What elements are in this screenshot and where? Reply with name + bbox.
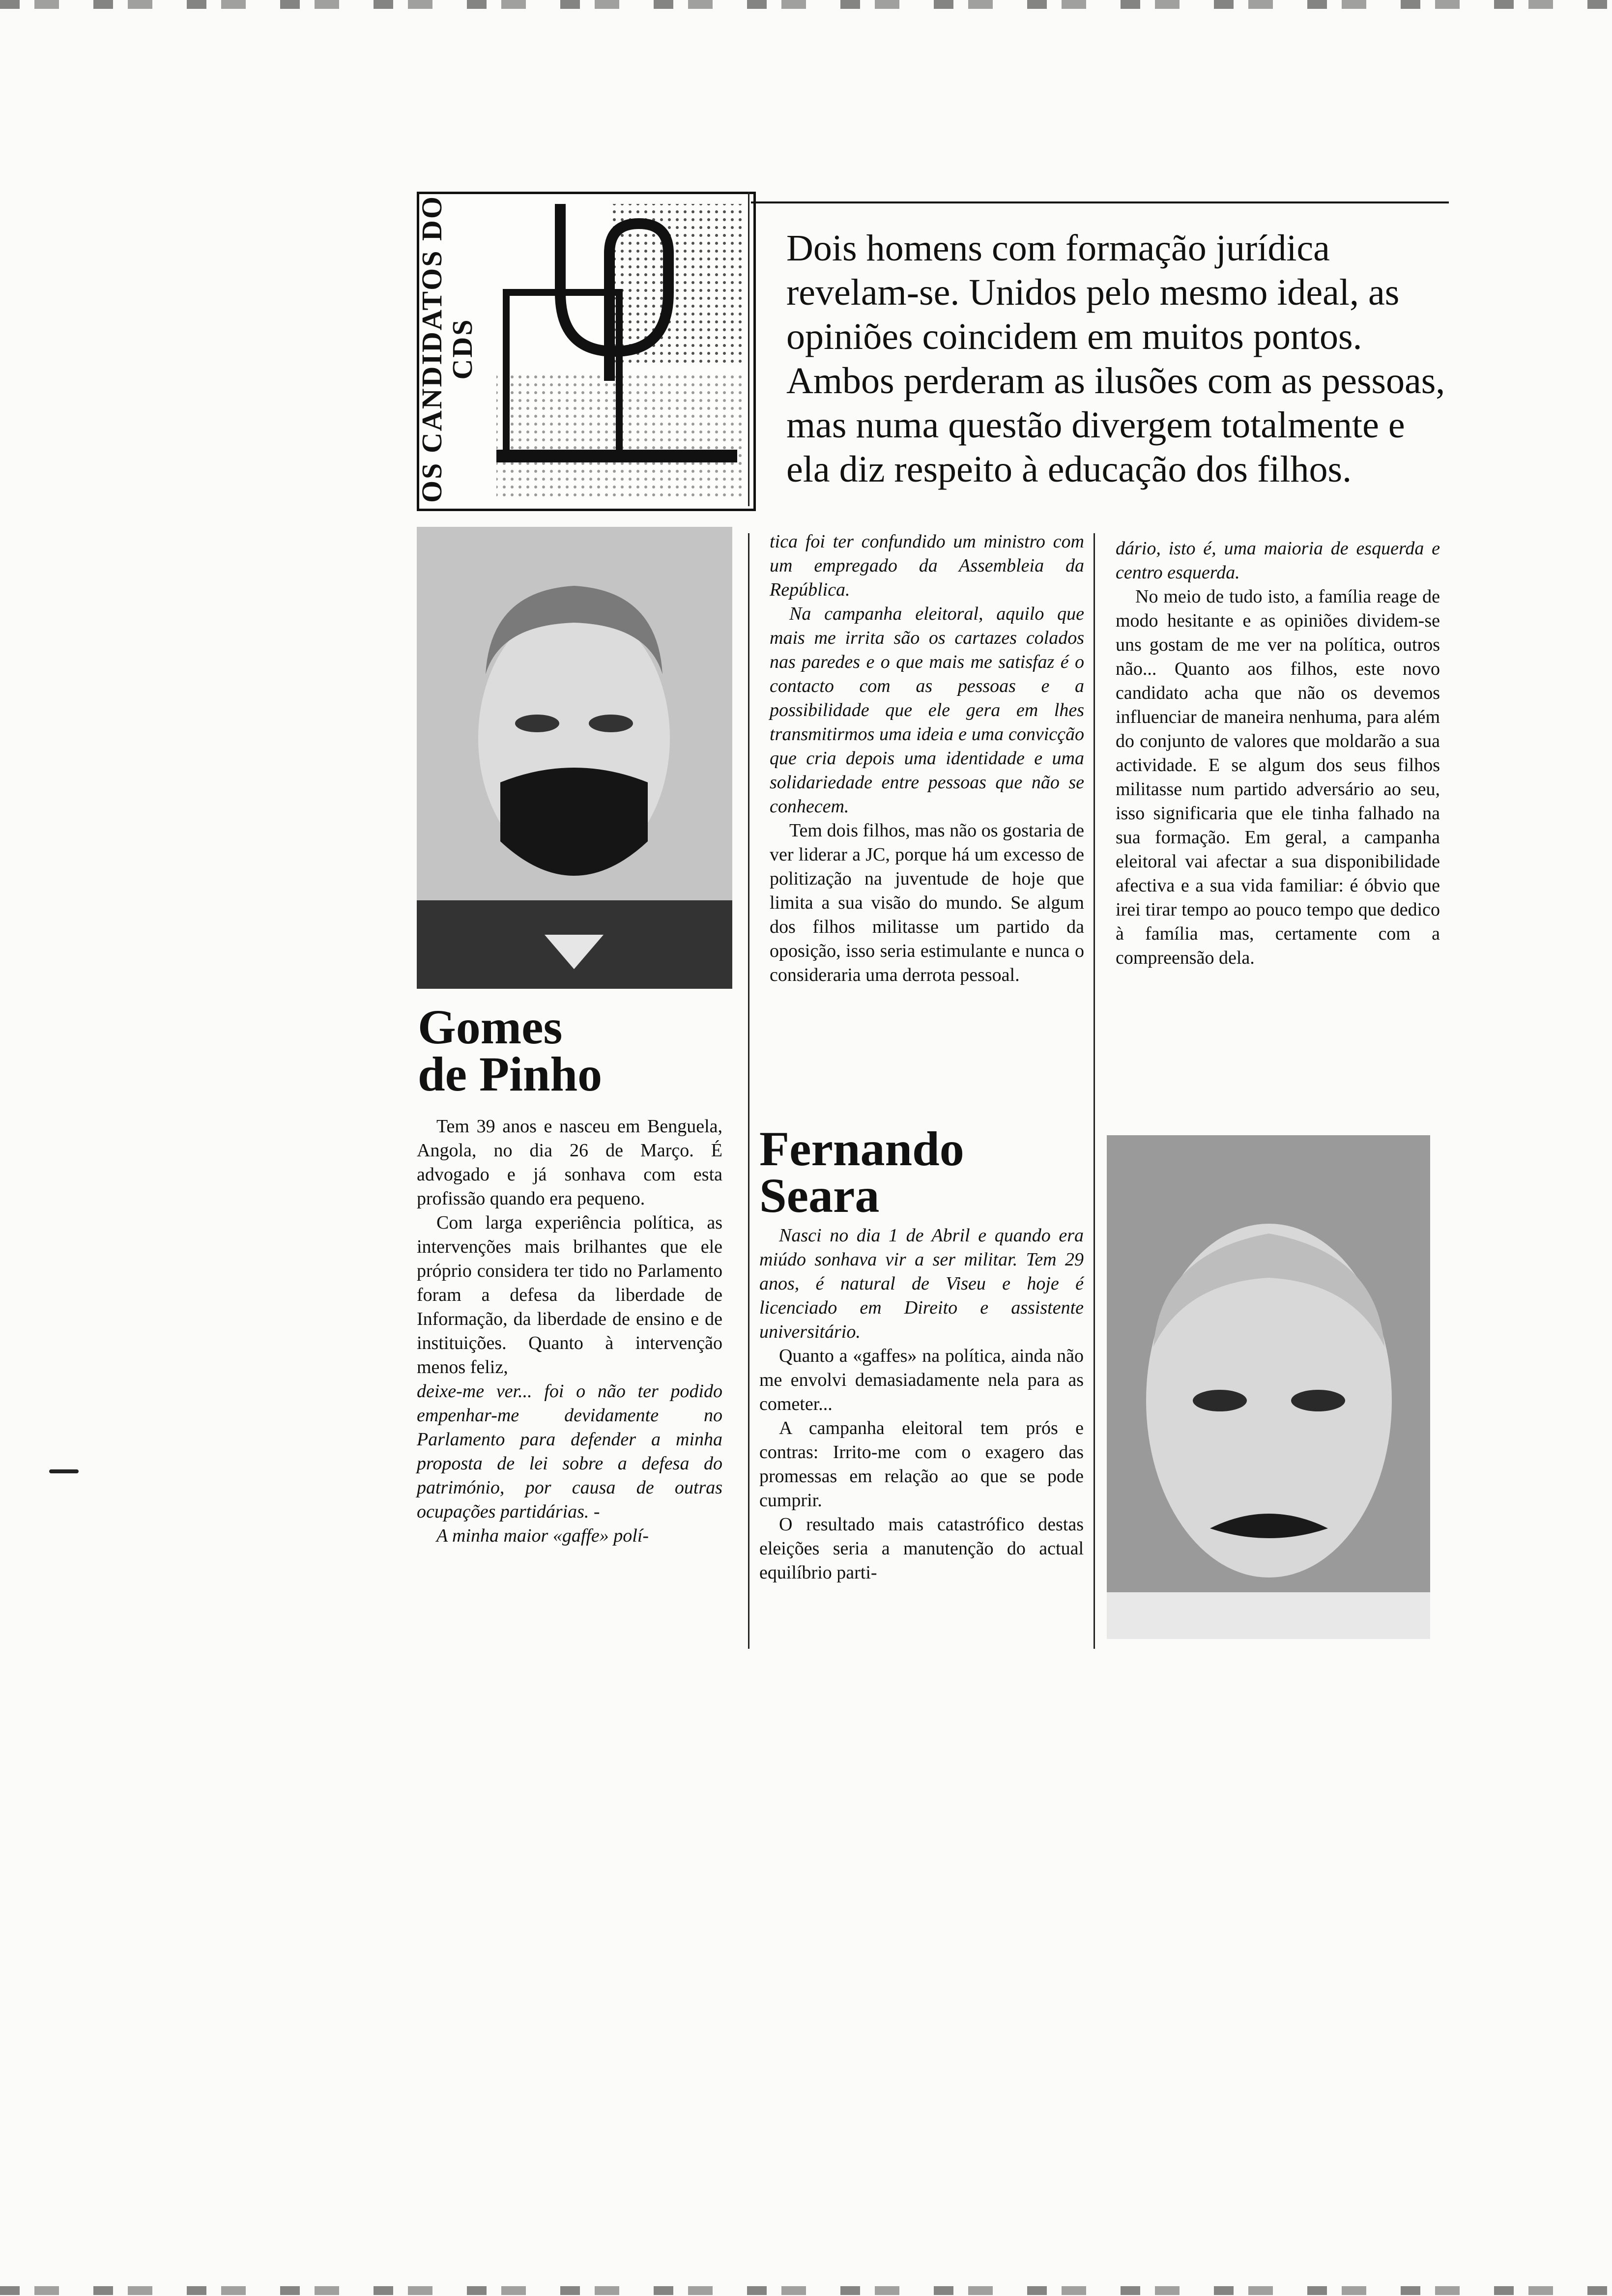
column-rule xyxy=(1094,533,1095,1649)
candidate1-paragraph: A minha maior «gaffe» polí- xyxy=(436,1525,649,1546)
candidate2-name-line1: Fernando xyxy=(759,1121,964,1176)
candidate1-paragraph: Com larga experiência política, as intervenções mais brilhantes que ele próprio considera ter tido no Parlamento foram a defesa da liberdade de Informação, da liberdade de ensino e de instituições. Quanto à intervenção menos feliz, xyxy=(417,1212,722,1378)
portrait-fernando-seara xyxy=(1107,1135,1430,1639)
scan-mark xyxy=(49,1469,79,1473)
intro-deck: Dois homens com formação jurídica revelam-se. Unidos pelo mesmo ideal, as opiniões coincidem em muitos pontos. Ambos perderam as ilusões com as pessoas, mas numa questão divergem totalmente e ela diz respeito à educação dos filhos. xyxy=(786,228,1445,490)
portrait-gomes-de-pinho xyxy=(417,527,732,989)
candidate2-paragraph: Nasci no dia 1 de Abril e quando era miúdo sonhava vir a ser militar. Tem 29 anos, é natural de Viseu e hoje é licenciado em Direito e assistente universitário. xyxy=(759,1225,1084,1342)
column4-paragraph: dário, isto é, uma maioria de esquerda e centro esquerda. xyxy=(1116,538,1440,583)
column2-paragraph: Na campanha eleitoral, aquilo que mais me irrita são os cartazes colados nas paredes e o que mais me satisfaz é o contacto com as pessoas e a possibilidade que ele gera em lhes transmitirmos uma ideia e uma convicção que cria depois uma identidade e uma solidariedade entre pessoas que não se conhecem. xyxy=(770,603,1084,817)
column-rule xyxy=(748,533,749,1649)
section-label: OS CANDIDATOS DO CDS xyxy=(416,195,478,503)
candidate2-paragraph: Quanto a «gaffes» na política, ainda não me envolvi demasiadamente nela para as cometer... xyxy=(759,1346,1084,1414)
cds-logo-icon xyxy=(487,194,747,504)
column4-body xyxy=(1116,537,1440,970)
column2-paragraph: Tem dois filhos, mas não os gostaria de ver liderar a JC, porque há um excesso de politização na juventude de hoje que limita a sua visão do mundo. Se algum dos filhos militasse um partido da oposição, isso seria estimulante e nunca o consideraria uma derrota pessoal. xyxy=(770,820,1084,985)
candidate1-body xyxy=(417,1115,722,1548)
candidate2-name-line2: Seara xyxy=(759,1168,880,1223)
candidate2-paragraph: A campanha eleitoral tem prós e contras: Irrito-me com o exagero das promessas em relação ao que se pode cumprir. xyxy=(759,1418,1084,1511)
column4-paragraph: No meio de tudo isto, a família reage de modo hesitante e as opiniões dividem-se uns gostam de me ver na política, outros não... Quanto aos filhos, este novo candidato acha que não os devemos influenciar de maneira nenhuma, para além do conjunto de valores que moldarão a sua actividade. E se algum dos seus filhos militasse num partido adversário ao seu, isso significaria que ele tinha falhado na sua formação. Em geral, a campanha eleitoral vai afectar a sua disponibilidade afectiva e a sua vida familiar: é óbvio que irei tirar tempo ao pouco tempo que dedico à família mas, certamente com a compreensão dela. xyxy=(1116,586,1440,968)
candidate1-name-line2: de Pinho xyxy=(418,1047,603,1101)
candidate2-paragraph: O resultado mais catastrófico destas eleições seria a manutenção do actual equilíbrio parti- xyxy=(759,1514,1084,1583)
scan-edge-bottom xyxy=(0,2286,1612,2295)
candidate2-body xyxy=(759,1224,1084,1585)
candidate1-paragraph: Tem 39 anos e nasceu em Benguela, Angola, no dia 26 de Março. É advogado e já sonhava com esta profissão quando era pequeno. xyxy=(417,1116,722,1209)
candidate1-name-line1: Gomes xyxy=(418,1000,563,1054)
scan-edge-top xyxy=(0,0,1612,9)
column2-body xyxy=(770,530,1084,987)
column2-paragraph: tica foi ter confundido um ministro com um empregado da Assembleia da República. xyxy=(770,531,1084,600)
column-rule xyxy=(748,192,749,506)
candidate1-quote: deixe-me ver... foi o não ter podido empenhar-me devidamente no Parlamento para defender a minha proposta de lei sobre a defesa do património, por causa de outras ocupações partidárias. - xyxy=(417,1381,722,1522)
header-rule xyxy=(751,201,1449,203)
